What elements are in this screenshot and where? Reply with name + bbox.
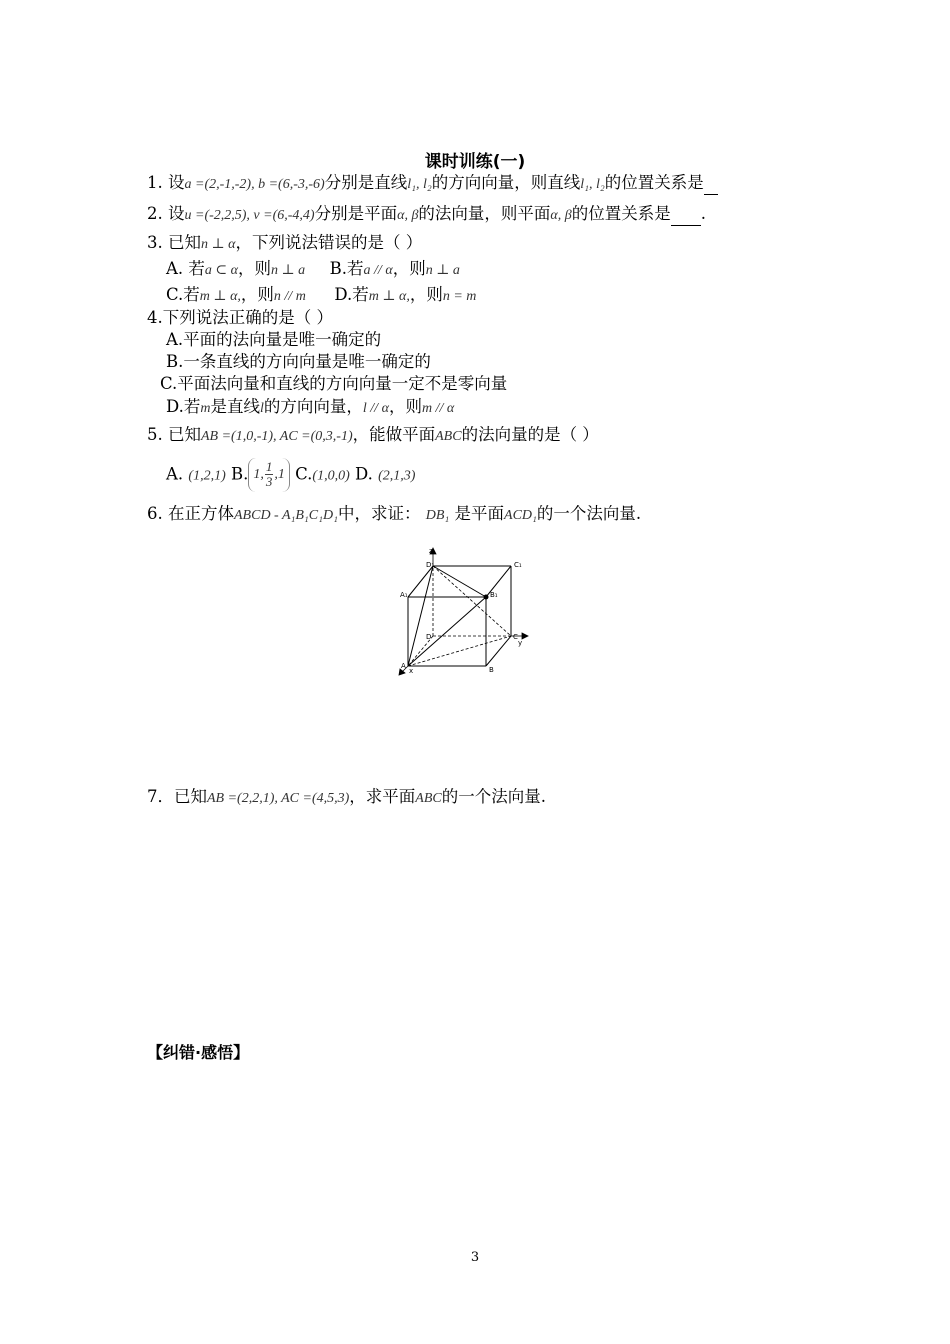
- q4-option-d-mid: 是直线: [210, 397, 261, 416]
- cube-figure: [395, 545, 535, 677]
- q5-stem-3: 的法向量的是（ ）: [461, 425, 599, 444]
- q5-options: [166, 458, 415, 492]
- label-a1: A₁: [400, 591, 408, 599]
- q1-mid: 分别是直线: [324, 173, 408, 192]
- label-d: D: [426, 633, 432, 641]
- edge-b-c: [486, 636, 511, 666]
- label-c1: C₁: [514, 561, 522, 569]
- q4-option-d-result: m // α: [421, 401, 455, 416]
- q3-option-c-then: ，则: [240, 285, 274, 304]
- q5-option-b-pre: 1,: [253, 467, 264, 482]
- q3-condition: n ⊥ α: [201, 237, 236, 252]
- q3-options-cd: [166, 284, 476, 308]
- q7-plane: ABC: [415, 791, 442, 806]
- q5-option-b-post: ,1: [274, 467, 285, 482]
- q6-vector: DB₁: [425, 508, 450, 523]
- q1-lines: l₁, l₂: [407, 177, 432, 192]
- q5-option-c-value: (1,0,0): [312, 468, 350, 484]
- q1-number: 1. 设: [147, 173, 185, 192]
- q3-option-b-then: ，则: [392, 259, 426, 278]
- q7-stem: 7．已知: [147, 787, 207, 806]
- q4-option-b: B.一条直线的方向向量是唯一确定的: [166, 352, 431, 371]
- q5-stem: 5. 已知: [147, 425, 201, 444]
- q4-option-d-l: l: [260, 401, 264, 416]
- hidden-diagonal-a-c: [408, 636, 511, 666]
- q3-option-a-then: ，则: [238, 259, 271, 278]
- q5-option-b-fraction: [265, 460, 274, 489]
- q3-option-d-result: n = m: [442, 289, 477, 304]
- point-b1-dot: [484, 595, 489, 600]
- q4-option-d-cond: l // α: [362, 401, 389, 416]
- error-reflection-heading: 【纠错·感悟】: [147, 1043, 250, 1062]
- q1-lines-2: l₁, l₂: [580, 177, 605, 192]
- hidden-diagonal-d1-c: [433, 566, 511, 636]
- q4-stem: 4.下列说法正确的是（ ）: [147, 308, 333, 327]
- q6-plane: ACD₁: [504, 508, 537, 523]
- q5-option-a-label: A.: [166, 464, 184, 484]
- fraction-numerator: 1: [265, 459, 273, 475]
- q3-option-d-cond: m ⊥ α,: [368, 289, 410, 304]
- q3-option-d-then: ，则: [409, 285, 443, 304]
- label-a: A: [401, 662, 406, 670]
- q1-tail: 的方向向量，则直线: [431, 173, 581, 192]
- fraction-denominator: 3: [265, 474, 273, 490]
- q6-stem-2: 中，求证：: [337, 504, 421, 523]
- q5-option-a-value: (1,2,1): [188, 468, 226, 484]
- q2-tail: 的法向量，则平面: [418, 204, 551, 223]
- question-1: [147, 172, 718, 196]
- q3-option-d-label: D.若: [334, 285, 369, 304]
- q7-stem-3: 的一个法向量.: [441, 787, 546, 806]
- question-5: [147, 424, 599, 448]
- q6-cube: ABCD - A₁B₁C₁D₁: [234, 508, 338, 523]
- page-title: 课时训练(一): [424, 152, 526, 172]
- q5-stem-2: ，能做平面: [352, 425, 436, 444]
- q5-option-b-label: B.: [231, 464, 249, 484]
- q5-option-d-label: D.: [355, 464, 373, 484]
- q2-planes-2: α, β: [550, 208, 572, 223]
- label-c: C: [513, 633, 518, 641]
- label-d1: D₁: [426, 561, 435, 569]
- q3-options-ab: [166, 258, 460, 282]
- q3-option-a-label: A. 若: [166, 259, 205, 278]
- q1-end: 的位置关系是: [604, 173, 704, 192]
- label-z: z: [429, 547, 433, 555]
- q5-option-b-value: [248, 458, 290, 492]
- label-b1: B₁: [490, 591, 498, 599]
- q5-plane: ABC: [435, 429, 462, 444]
- y-axis-arrow: [522, 633, 528, 639]
- q7-vectors: AB =(2,2,1), AC =(4,5,3): [207, 791, 350, 806]
- q6-stem-3: 是平面: [454, 504, 505, 523]
- q3-stem: 3. 已知: [147, 233, 201, 252]
- q4-option-a: A.平面的法向量是唯一确定的: [166, 330, 382, 349]
- question-6: [147, 503, 641, 527]
- q3-option-c-result: n // m: [273, 289, 306, 304]
- q3-option-b-result: n ⊥ a: [425, 263, 460, 278]
- q3-stem-2: ，下列说法错误的是（ ）: [235, 233, 423, 252]
- q3-option-c-label: C.若: [166, 285, 200, 304]
- question-2: [147, 203, 706, 227]
- q4-option-d-then: ，则: [388, 397, 422, 416]
- label-b: B: [489, 666, 494, 674]
- q4-option-d-label: D.若: [166, 397, 201, 416]
- q3-option-a-cond: a ⊂ α: [204, 263, 238, 278]
- q2-number: 2. 设: [147, 204, 185, 223]
- q6-stem-4: 的一个法向量.: [536, 504, 642, 523]
- q5-option-d-value: (2,1,3): [378, 468, 416, 484]
- q5-option-c-label: C.: [295, 464, 313, 484]
- q2-after: .: [700, 204, 706, 223]
- q4-option-d-m: m: [200, 401, 211, 416]
- question-7: [147, 786, 546, 810]
- q6-stem: 6. 在正方体: [147, 504, 234, 523]
- label-x: x: [409, 667, 414, 675]
- diagonal-a-b1: [408, 597, 486, 666]
- q2-planes: α, β: [397, 208, 419, 223]
- q1-vectors: a =(2,-1,-2), b =(6,-3,-6): [184, 177, 325, 192]
- q2-mid: 分别是平面: [314, 204, 398, 223]
- q2-answer-blank[interactable]: [671, 203, 701, 226]
- q5-vectors: AB =(1,0,-1), AC =(0,3,-1): [201, 429, 353, 444]
- q4-option-d: [166, 396, 454, 420]
- q1-answer-blank[interactable]: [704, 172, 718, 195]
- q3-option-b-label: B.若: [329, 259, 364, 278]
- diagonal-d1-b1: [433, 566, 486, 597]
- q7-stem-2: ，求平面: [349, 787, 416, 806]
- q4-option-d-mid-2: 的方向向量，: [263, 397, 363, 416]
- page-number: 3: [470, 1250, 480, 1265]
- q3-option-a-result: n ⊥ a: [271, 263, 306, 278]
- label-y: y: [518, 639, 523, 647]
- q3-option-b-cond: a // α: [363, 263, 393, 278]
- q3-option-c-cond: m ⊥ α,: [199, 289, 241, 304]
- question-3: [147, 232, 422, 256]
- q4-option-c: C.平面法向量和直线的方向向量一定不是零向量: [160, 374, 508, 393]
- q2-end: 的位置关系是: [571, 204, 671, 223]
- q2-vectors: u =(-2,2,5), v =(6,-4,4): [184, 208, 315, 223]
